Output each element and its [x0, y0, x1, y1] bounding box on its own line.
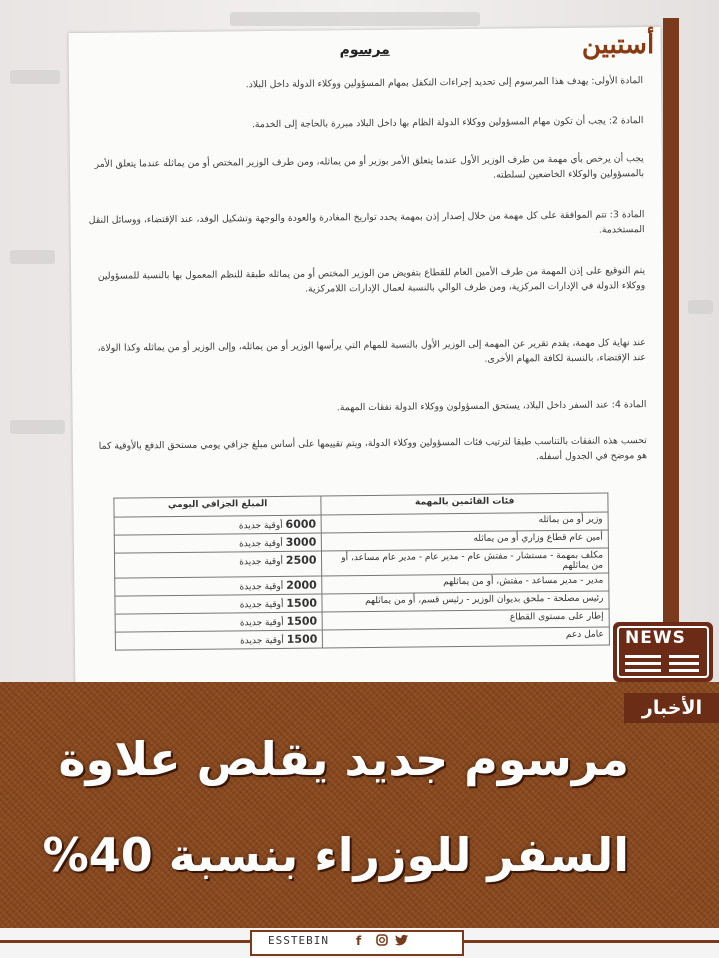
table-header-category: فئات القائمين بالمهمة [321, 493, 608, 515]
amount-cell [115, 630, 323, 650]
amount-cell [114, 533, 322, 553]
news-icon-line [669, 669, 699, 672]
currency-label: أوقية جديدة [239, 538, 283, 550]
facebook-icon[interactable]: f [356, 934, 362, 948]
article-1: المادة الأولى: يهدف هذا المرسوم إلى تحديد إجراءات التكفل بمهام المسؤولين ووكلاء الدولة داخل البلاد. [245, 75, 644, 91]
news-badge [613, 622, 713, 682]
amount-cell [115, 594, 323, 614]
daily-allowance-table [113, 492, 610, 650]
category-cell: مدير - مدير مساعد - مفتش، أو من يماثلهم [322, 573, 609, 594]
category-cell: مكلف بمهمة - مستشار - مفتش عام - مدير عام - مدير عام مساعد، أو من يماثلهم [322, 548, 609, 576]
headline-line-1: مرسوم جديد يقلص علاوة [58, 732, 629, 786]
brand-stripe [663, 18, 679, 698]
currency-label: أوقية جديدة [240, 635, 284, 647]
esstebin-logo: أستبين [581, 30, 655, 60]
currency-label: أوقية جديدة [238, 520, 283, 532]
amount-cell [114, 515, 322, 535]
paragraph-authorization: يجب أن يرخص بأي مهمة من طرف الوزير الأول عندما يتعلق الأمر بوزير أو من يماثله، ومن طرف الوزير المختص أو من يماثله عندما يتعلق الأمر بالمسؤولين والوكلاء الخاضعين لسلطته. [94, 153, 645, 181]
news-icon-line [669, 662, 699, 665]
article-4: المادة 4: عند السفر داخل البلاد، يستحق المسؤولون ووكلاء الدولة نفقات المهمة. [336, 399, 647, 414]
twitter-icon[interactable] [395, 934, 409, 949]
category-cell: أمين عام قطاع وزاري أو من يماثله [322, 530, 609, 551]
headline-banner [0, 682, 719, 928]
footer-site-name: ESSTEBIN [268, 934, 329, 947]
blur-bar [230, 12, 480, 26]
section-tag-news: الأخبار [624, 693, 719, 723]
category-cell: رئيس مصلحة - ملحق بديوان الوزير - رئيس قسم، أو من يماثلهم [322, 591, 609, 612]
paragraph-calculation: تحسب هذه النفقات بالتناسب طبقا لترتيب فئات المسؤولين ووكلاء الدولة، ويتم تقييمها على أساس مبلغ جزافي يومي مستحق الدفع بالأوقية كما هو موضح في الجدول أسفله. [98, 435, 648, 463]
blur-bar [10, 420, 65, 434]
blur-bar [10, 250, 55, 264]
article-3: المادة 3: تتم الموافقة على كل مهمة من خلال إصدار إذن بمهمة يحدد تواريخ المغادرة والعودة والوجهة وتشكيل الوفد، عند الإقتضاء، ووسائل النقل المستخدمة. [88, 209, 645, 236]
news-icon-line [625, 662, 661, 665]
paragraph-signature: يتم التوقيع على إذن المهمة من طرف الأمين العام للقطاع بتفويض من الوزير المختص أو من يماثله طبقة للنظم المعمول بها بالنسبة للمسؤولين ووكلاء الدولة في الإدارات المركزية، ومن طرف الوالي بالنسبة لعمال الإدارات اللامركزية. [97, 265, 646, 295]
footer-rule [462, 940, 719, 943]
article-2: المادة 2: يجب أن تكون مهام المسؤولين ووكلاء الدولة الظام بها داخل البلاد مبررة بالحاجة إلى الخدمة. [251, 115, 644, 131]
document-title: مرسوم [339, 41, 390, 59]
amount-value: 2000 [286, 578, 317, 592]
amount-value: 6000 [285, 517, 317, 531]
decree-document [69, 27, 668, 703]
amount-value: 1500 [286, 596, 318, 610]
category-cell: وزير أو من يماثله [322, 512, 609, 533]
amount-cell [114, 551, 322, 578]
amount-value: 3000 [285, 535, 317, 549]
blur-bar [688, 300, 713, 314]
category-cell: عامل دعم [323, 627, 610, 648]
footer-rule [0, 940, 250, 943]
paragraph-report: عند نهاية كل مهمة، يقدم تقرير عن المهمة إلى الوزير الأول بالنسبة للمهام التي يرأسها الوزير أو من يماثله، وإلى الوزير أو من يماثله وكذا الولاة، عند الإقتضاء، بالنسبة لكافة المهام الأخرى. [97, 337, 646, 365]
amount-value: 2500 [285, 553, 317, 567]
amount-cell [115, 612, 323, 632]
currency-label: أوقية جديدة [239, 599, 284, 611]
blur-bar [10, 70, 60, 84]
currency-label: أوقية جديدة [239, 556, 284, 568]
news-icon-line [669, 655, 699, 658]
amount-value: 1500 [286, 614, 318, 628]
news-icon-line [625, 655, 661, 658]
instagram-icon[interactable] [376, 934, 388, 949]
table-row [115, 627, 609, 650]
table-header-amount: المبلغ الجزافي اليومي [114, 496, 322, 517]
amount-value: 1500 [286, 632, 318, 646]
news-icon-line [625, 669, 661, 672]
amount-cell [115, 576, 323, 596]
footer-bar [0, 928, 719, 958]
currency-label: أوقية جديدة [239, 617, 284, 629]
currency-label: أوقية جديدة [239, 581, 284, 593]
news-badge-label: NEWS [625, 628, 686, 648]
category-cell: إطار على مستوى القطاع [323, 609, 610, 630]
headline-line-2: السفر للوزراء بنسبة 40% [42, 828, 629, 882]
